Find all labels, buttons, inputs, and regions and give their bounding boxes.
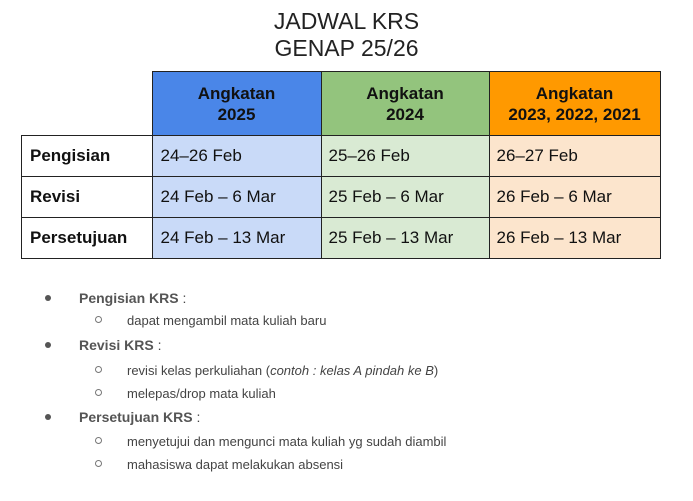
note-heading bbox=[79, 337, 161, 353]
table-cell: 26–27 Feb bbox=[489, 136, 660, 177]
subitem-text: revisi kelas perkuliahan ( bbox=[127, 363, 271, 378]
note-heading bbox=[79, 409, 200, 425]
list-item bbox=[0, 454, 693, 476]
note-suffix: : bbox=[178, 290, 187, 306]
list-item bbox=[0, 360, 693, 382]
table-cell: 24 Feb – 13 Mar bbox=[152, 218, 321, 259]
list-item bbox=[0, 407, 693, 429]
note-subitem: dapat mengambil mata kuliah baru bbox=[127, 313, 327, 328]
bullet-dot-icon bbox=[45, 342, 51, 348]
header-angkatan-2023-2021 bbox=[489, 72, 660, 136]
table-cell: 25–26 Feb bbox=[321, 136, 489, 177]
list-item bbox=[0, 383, 693, 405]
note-term: Persetujuan KRS bbox=[79, 409, 193, 425]
title-line-2: GENAP 25/26 bbox=[274, 35, 419, 61]
page-title bbox=[0, 8, 693, 62]
header-line: 2025 bbox=[217, 104, 256, 124]
subitem-italic: contoh : kelas A pindah ke B bbox=[270, 363, 434, 378]
bullet-dot-icon bbox=[45, 414, 51, 420]
table-cell: 25 Feb – 6 Mar bbox=[321, 177, 489, 218]
row-label-revisi: Revisi bbox=[22, 177, 153, 218]
schedule-table bbox=[21, 71, 661, 259]
table-cell: 26 Feb – 13 Mar bbox=[489, 218, 660, 259]
table-row bbox=[22, 218, 661, 259]
note-subitem bbox=[127, 363, 438, 378]
header-line: Angkatan bbox=[366, 83, 444, 103]
table-cell: 24 Feb – 6 Mar bbox=[152, 177, 321, 218]
note-term: Revisi KRS bbox=[79, 337, 154, 353]
subitem-after: ) bbox=[433, 363, 439, 378]
empty-corner-cell bbox=[22, 72, 153, 136]
row-label-pengisian: Pengisian bbox=[22, 136, 153, 177]
header-angkatan-2025 bbox=[152, 72, 321, 136]
header-line: Angkatan bbox=[197, 83, 276, 103]
note-subitem: menyetujui dan mengunci mata kuliah yg sudah diambil bbox=[127, 434, 447, 449]
table-row bbox=[22, 136, 661, 177]
header-line: Angkatan bbox=[535, 83, 614, 103]
header-line: 2023, 2022, 2021 bbox=[508, 104, 641, 124]
note-term: Pengisian KRS bbox=[79, 290, 179, 306]
table-header-row bbox=[22, 72, 661, 136]
list-item bbox=[0, 288, 693, 310]
title-line-1: JADWAL KRS bbox=[273, 8, 420, 34]
bullet-circle-icon bbox=[95, 316, 102, 323]
note-suffix: : bbox=[192, 409, 201, 425]
list-item bbox=[0, 335, 693, 357]
bullet-dot-icon bbox=[45, 295, 51, 301]
note-subitem: mahasiswa dapat melakukan absensi bbox=[127, 457, 344, 472]
table-row bbox=[22, 177, 661, 218]
note-heading bbox=[79, 290, 186, 306]
bullet-circle-icon bbox=[95, 366, 102, 373]
row-label-persetujuan: Persetujuan bbox=[22, 218, 153, 259]
table-cell: 26 Feb – 6 Mar bbox=[489, 177, 660, 218]
header-angkatan-2024 bbox=[321, 72, 489, 136]
list-item bbox=[0, 431, 693, 453]
note-suffix: : bbox=[153, 337, 162, 353]
note-subitem: melepas/drop mata kuliah bbox=[127, 386, 276, 401]
table-cell: 24–26 Feb bbox=[152, 136, 321, 177]
bullet-circle-icon bbox=[95, 437, 102, 444]
bullet-circle-icon bbox=[95, 460, 102, 467]
list-item bbox=[0, 310, 693, 332]
table-cell: 25 Feb – 13 Mar bbox=[321, 218, 489, 259]
header-line: 2024 bbox=[386, 104, 424, 124]
bullet-circle-icon bbox=[95, 389, 102, 396]
